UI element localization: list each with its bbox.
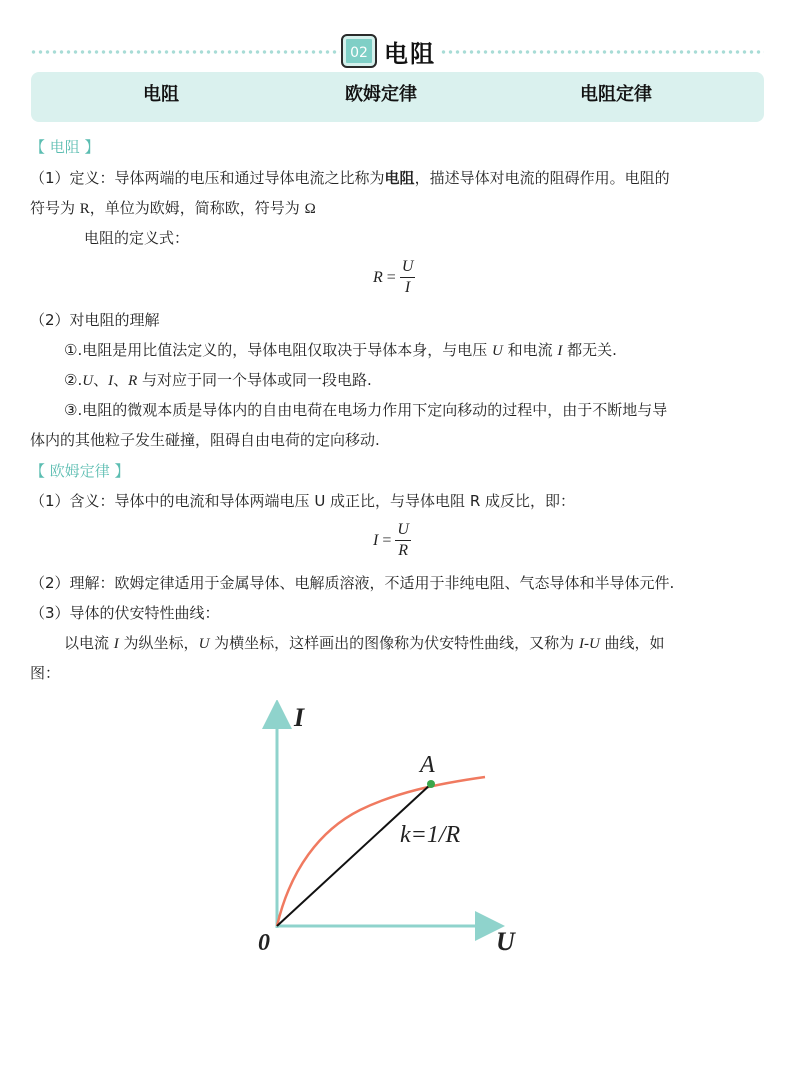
point-2-marker: ②. [64, 371, 83, 389]
tab-resistance-law[interactable]: 电阻定律 [580, 84, 652, 105]
section-number-badge: 02 [341, 34, 377, 68]
symbol-R: R [128, 373, 138, 389]
separator: 、 [113, 371, 129, 389]
point-A-marker [427, 780, 435, 788]
symbol-I: I [557, 343, 563, 359]
formula-denominator: I [404, 279, 411, 296]
symbol-text: 符号为 [30, 199, 80, 217]
point-1-text: ①.电阻是用比值法定义的，导体电阻仅取决于导体本身，与电压 [64, 341, 492, 359]
definition-text-end: ，描述导体对电流的阻碍作用。电阻的 [414, 169, 670, 187]
point-1-text-mid: 和电流 [502, 341, 558, 359]
desc-text: 曲线，如 [599, 634, 665, 652]
iv-curve-heading: （3）导体的伏安特性曲线： [30, 604, 220, 622]
desc-text: 为纵坐标， [118, 634, 199, 652]
definition-text: （1）定义：导体两端的电压和通过导体电流之比称为 [30, 169, 385, 187]
tab-ohms-law[interactable]: 欧姆定律 [345, 84, 417, 105]
point-1-text-end: 都无关. [562, 341, 617, 359]
symbol-U: U [82, 373, 94, 389]
topic-tab-bar [31, 72, 764, 122]
dotted-divider-right [440, 50, 764, 54]
symbol-I: I [113, 636, 119, 652]
formula-fraction [400, 258, 416, 297]
section-title: 电阻 [384, 39, 436, 68]
point-2-text: 与对应于同一个导体或同一段电路. [137, 371, 372, 389]
ohm-meaning: （1）含义：导体中的电流和导体两端电压 U 成正比，与导体电阻 R 成反比，即： [30, 492, 576, 510]
tab-resistance[interactable]: 电阻 [143, 84, 179, 105]
desc-text: 为横坐标，这样画出的图像称为伏安特性曲线，又称为 [209, 634, 579, 652]
understanding-heading: （2）对电阻的理解 [30, 311, 160, 329]
symbol-omega: Ω [304, 201, 316, 217]
formula-denominator: R [398, 542, 409, 559]
formula-equals: = [382, 531, 392, 549]
origin-label: 0 [258, 930, 270, 956]
understanding-point-3-line-2: 体内的其他粒子发生碰撞，阻碍自由电荷的定向移动. [30, 431, 380, 449]
iv-curve [277, 777, 485, 926]
x-axis-label: U [496, 927, 515, 956]
symbol-IU: I-U [578, 636, 600, 652]
definition-line-2 [30, 198, 770, 219]
definition-line-1 [30, 168, 770, 188]
dotted-divider-left [30, 50, 340, 54]
formula-label: 电阻的定义式： [84, 229, 190, 247]
ohms-law-formula [373, 521, 411, 560]
desc-text: 以电流 [64, 634, 114, 652]
understanding-point-1 [64, 340, 804, 361]
formula-lhs: I [373, 531, 379, 549]
iv-curve-description-line-2: 图： [30, 664, 61, 682]
symbol-U: U [198, 636, 210, 652]
ohm-understanding: （2）理解：欧姆定律适用于金属导体、电解质溶液，不适用于非纯电阻、气态导体和半导体元件. [30, 574, 675, 592]
formula-numerator: U [400, 258, 416, 278]
slope-line [277, 784, 431, 926]
formula-numerator: U [395, 521, 411, 541]
formula-equals: = [386, 268, 396, 286]
understanding-point-2 [64, 370, 804, 391]
resistance-formula [373, 258, 415, 297]
heading-ohms-law: 【 欧姆定律 】 [30, 462, 130, 480]
formula-lhs: R [373, 268, 383, 286]
definition-bold-term: 电阻 [384, 169, 415, 187]
slope-label: k=1/R [400, 822, 461, 848]
symbol-U: U [492, 343, 503, 359]
point-A-label: A [420, 752, 435, 778]
iv-curve-description-line-1 [64, 633, 804, 654]
iv-curve-figure [250, 700, 540, 960]
separator: 、 [93, 371, 109, 389]
section-header [30, 32, 764, 72]
heading-resistance: 【 电阻 】 [30, 138, 100, 156]
symbol-I: I [108, 373, 114, 389]
y-axis-label: I [294, 703, 305, 732]
unit-text: ，单位为欧姆，简称欧，符号为 [89, 199, 305, 217]
formula-fraction [395, 521, 411, 560]
understanding-point-3-line-1: ③.电阻的微观本质是导体内的自由电荷在电场力作用下定向移动的过程中，由于不断地与导 [64, 401, 668, 419]
symbol-R: R [79, 201, 90, 217]
